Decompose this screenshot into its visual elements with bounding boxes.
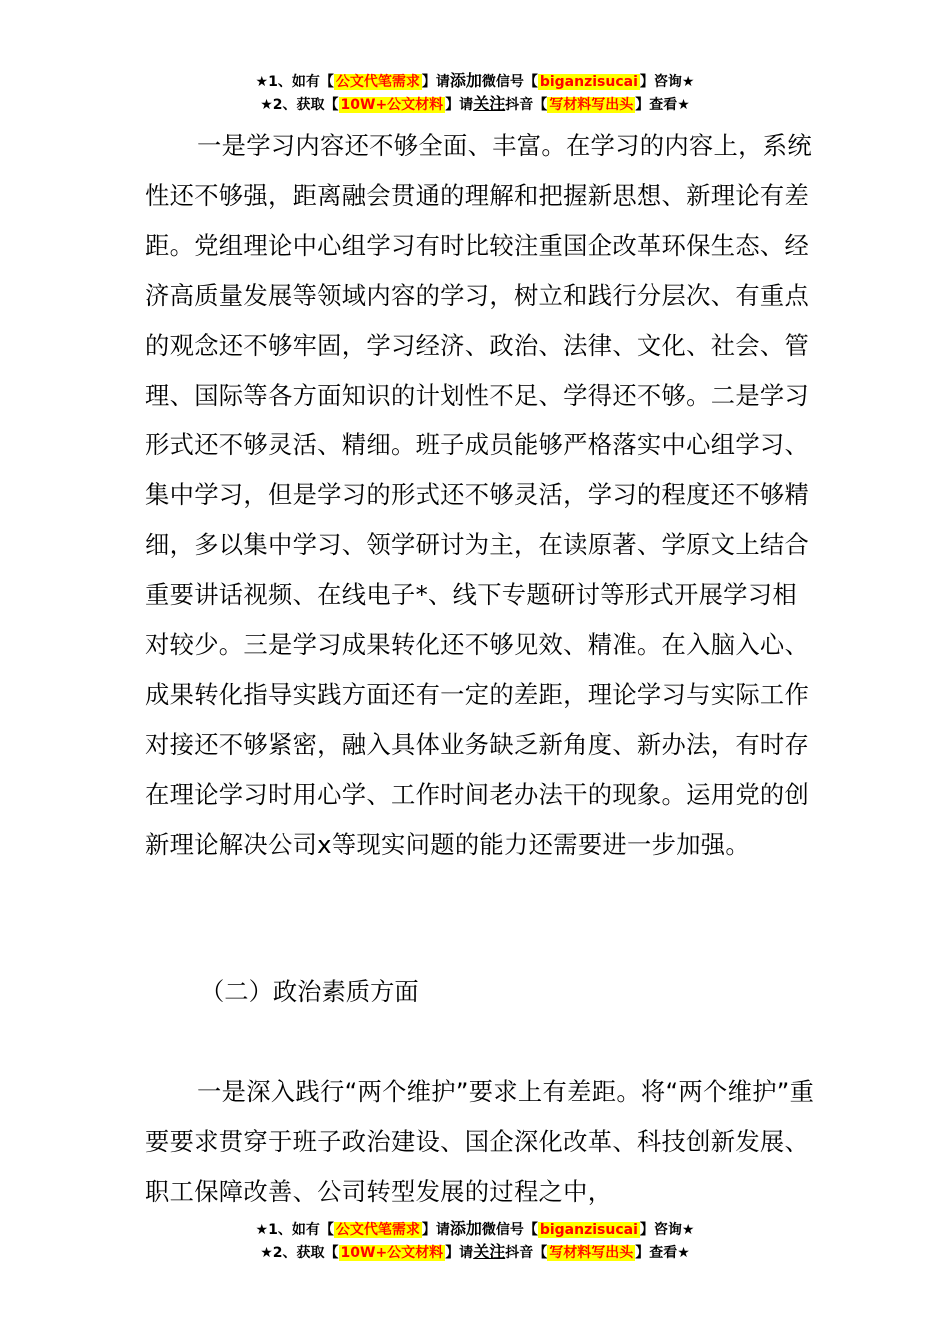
banner-text: 微信号【 <box>481 1222 538 1238</box>
highlight-materials: 10W+公文材料 <box>340 1245 444 1261</box>
body-paragraph-2 <box>145 1067 815 1217</box>
highlight-wechat-id: biganzisucai <box>539 74 638 90</box>
body-paragraph-1 <box>145 121 815 870</box>
banner-emphasis: 添加 <box>449 71 482 90</box>
highlight-service: 公文代笔需求 <box>335 1222 420 1238</box>
banner-line-1 <box>0 70 950 93</box>
banner-emphasis: 添加 <box>449 1219 482 1238</box>
banner-text: 】请 <box>421 1222 450 1238</box>
header-banner <box>0 70 950 116</box>
paragraph-text: 一是学习内容还不够全面、丰富。在学习的内容上，系统性还不够强，距离融会贯通的理解和把握新思想、新理论有差距。党组理论中心组学习有时比较注重国企改革环保生态、经济高质量发展等领域内容的学习，树立和践行分层次、有重点的观念还不够牢固，学习经济、政治、法律、文化、社会、管理、国际等各方面知识的计划性不足、学得还不够。二是学习形式还不够灵活、精细。班子成员能够严格落实中心组学习、集中学习，但是学习的形式还不够灵活，学习的程度还不够精细，多以集中学习、领学研讨为主，在读原著、学原文上结合重要讲话视频、在线电子*、线下专题研讨等形式开展学习相对较少。三是学习成果转化还不够见效、精准。在入脑入心、成果转化指导实践方面还有一定的差距，理论学习与实际工作对接还不够紧密，融入具体业务缺乏新角度、新办法，有时存在理论学习时用心学、工作时间老办法干的现象。运用党的创新理论解决公司x等现实问题的能力还需要进一步加强。 <box>145 131 812 859</box>
banner-text: ★2、获取【 <box>260 97 339 113</box>
banner-text: 微信号【 <box>481 74 538 90</box>
banner-text: ★1、如有【 <box>255 1222 334 1238</box>
banner-text: 】请 <box>445 97 474 113</box>
banner-line-1 <box>0 1218 950 1241</box>
banner-text: 抖音【 <box>505 1245 548 1261</box>
banner-text: 】请 <box>421 74 450 90</box>
banner-text: 】查看★ <box>635 97 690 113</box>
banner-text: 抖音【 <box>505 97 548 113</box>
banner-line-2 <box>0 1241 950 1264</box>
highlight-douyin-id: 写材料写出头 <box>549 1245 634 1261</box>
banner-text: 】查看★ <box>635 1245 690 1261</box>
highlight-wechat-id: biganzisucai <box>539 1222 638 1238</box>
highlight-douyin-id: 写材料写出头 <box>549 97 634 113</box>
banner-emphasis: 关注 <box>473 1242 506 1261</box>
banner-text: 】请 <box>445 1245 474 1261</box>
banner-text: ★1、如有【 <box>255 74 334 90</box>
banner-text: 】咨询★ <box>639 1222 695 1238</box>
footer-banner <box>0 1218 950 1264</box>
banner-text: 】咨询★ <box>639 74 695 90</box>
section-heading: （二）政治素质方面 <box>200 977 419 1006</box>
banner-text: ★2、获取【 <box>260 1245 339 1261</box>
banner-emphasis: 关注 <box>473 94 506 113</box>
highlight-service: 公文代笔需求 <box>335 74 420 90</box>
paragraph-text: 一是深入践行“两个维护”要求上有差距。将“两个维护”重要要求贯穿于班子政治建设、国企深化改革、科技创新发展、职工保障改善、公司转型发展的过程之中， <box>145 1077 815 1206</box>
highlight-materials: 10W+公文材料 <box>340 97 444 113</box>
banner-line-2 <box>0 93 950 116</box>
